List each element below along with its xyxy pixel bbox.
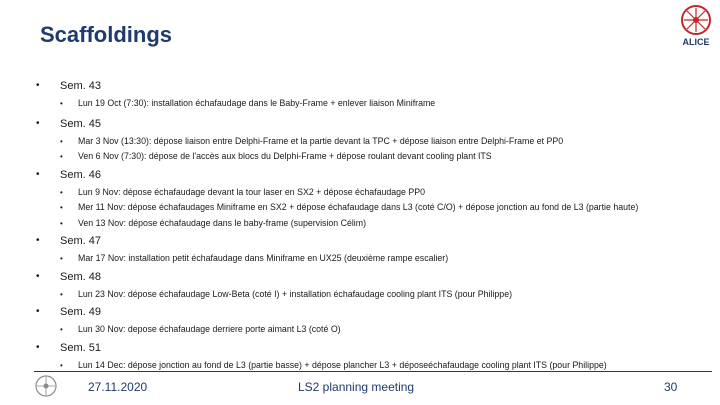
section-label: • Sem. 51: [36, 341, 101, 354]
section-label: • Sem. 46: [36, 168, 101, 181]
bullet-icon: •: [36, 235, 40, 246]
section-sem-43: [36, 78, 704, 110]
bullet-icon: •: [60, 187, 63, 197]
slide-content: [36, 78, 704, 371]
page-number: 30: [664, 380, 678, 394]
list-item: • Ven 13 Nov: dépose échafaudage dans le baby-frame (supervision Célim): [60, 217, 367, 228]
list-item: • Lun 9 Nov: dépose échafaudage devant la tour laser en SX2 + dépose échafaudage PP0: [60, 186, 426, 197]
alice-logo-icon: [682, 6, 710, 34]
list-item: • Mer 11 Nov: dépose échafaudages Miniframe en SX2 + dépose échafaudage dans L3 (coté C/O) + dépose jonction au fond de L3 (partie haute): [60, 202, 639, 212]
bullet-icon: •: [36, 168, 40, 180]
alice-logo-text: ALICE: [682, 37, 710, 47]
section-sem-49: [36, 304, 704, 336]
section-label: • Sem. 47: [36, 235, 101, 247]
footer-meeting-title: LS2 planning meeting: [298, 380, 415, 394]
list-item: • Lun 23 Nov: dépose échafaudage Low-Beta (coté I) + installation échafaudage cooling plant ITS (pour Philippe): [60, 288, 513, 299]
bullet-icon: •: [60, 203, 63, 212]
bullet-icon: •: [36, 117, 40, 129]
bullet-icon: •: [60, 360, 63, 370]
bullet-icon: •: [60, 99, 63, 108]
section-label: • Sem. 43: [36, 80, 101, 92]
list-item: • Ven 6 Nov (7:30): dépose de l'accès aux blocs du Delphi-Frame + dépose roulant devant cooling plant ITS: [60, 151, 492, 161]
section-label: • Sem. 48: [36, 270, 101, 283]
slide-title: Scaffoldings: [40, 22, 173, 47]
bullet-icon: •: [60, 289, 63, 299]
alice-footer-logo-icon: [34, 374, 58, 398]
list-item: • Mar 3 Nov (13:30): dépose liaison entre Delphi-Frame et la partie devant la TPC + dépose liaison entre Delphi-Frame et PP0: [60, 135, 564, 146]
bullet-icon: •: [36, 306, 40, 317]
bullet-icon: •: [60, 325, 63, 334]
section-sem-51: [36, 340, 704, 372]
list-item: • Mar 17 Nov: installation petit échafaudage dans Miniframe en UX25 (deuxième rampe escalier): [60, 253, 449, 263]
section-label: • Sem. 45: [36, 117, 101, 130]
bullet-icon: •: [36, 341, 40, 353]
section-sem-47: [36, 233, 704, 265]
footer-date: 27.11.2020: [88, 380, 148, 394]
list-item: • Lun 19 Oct (7:30): installation échafaudage dans le Baby-Frame + enlever liaison Miniframe: [60, 98, 436, 108]
footer-divider: [34, 371, 712, 372]
bullet-icon: •: [60, 152, 63, 161]
section-sem-46: [36, 167, 704, 230]
section-sem-48: [36, 269, 704, 301]
bullet-icon: •: [60, 254, 63, 263]
alice-logo: [676, 2, 716, 48]
bullet-icon: •: [36, 80, 40, 91]
list-item: • Lun 30 Nov: depose échafaudage derriere porte aimant L3 (coté O): [60, 324, 341, 334]
section-sem-45: [36, 116, 704, 163]
list-item: • Lun 14 Dec: dépose jonction au fond de L3 (partie basse) + dépose plancher L3 + déposeéchafaudage cooling plant ITS (pour Philippe): [60, 359, 607, 370]
bullet-icon: •: [36, 270, 40, 282]
bullet-icon: •: [60, 136, 63, 146]
section-label: • Sem. 49: [36, 306, 101, 318]
bullet-icon: •: [60, 218, 63, 228]
